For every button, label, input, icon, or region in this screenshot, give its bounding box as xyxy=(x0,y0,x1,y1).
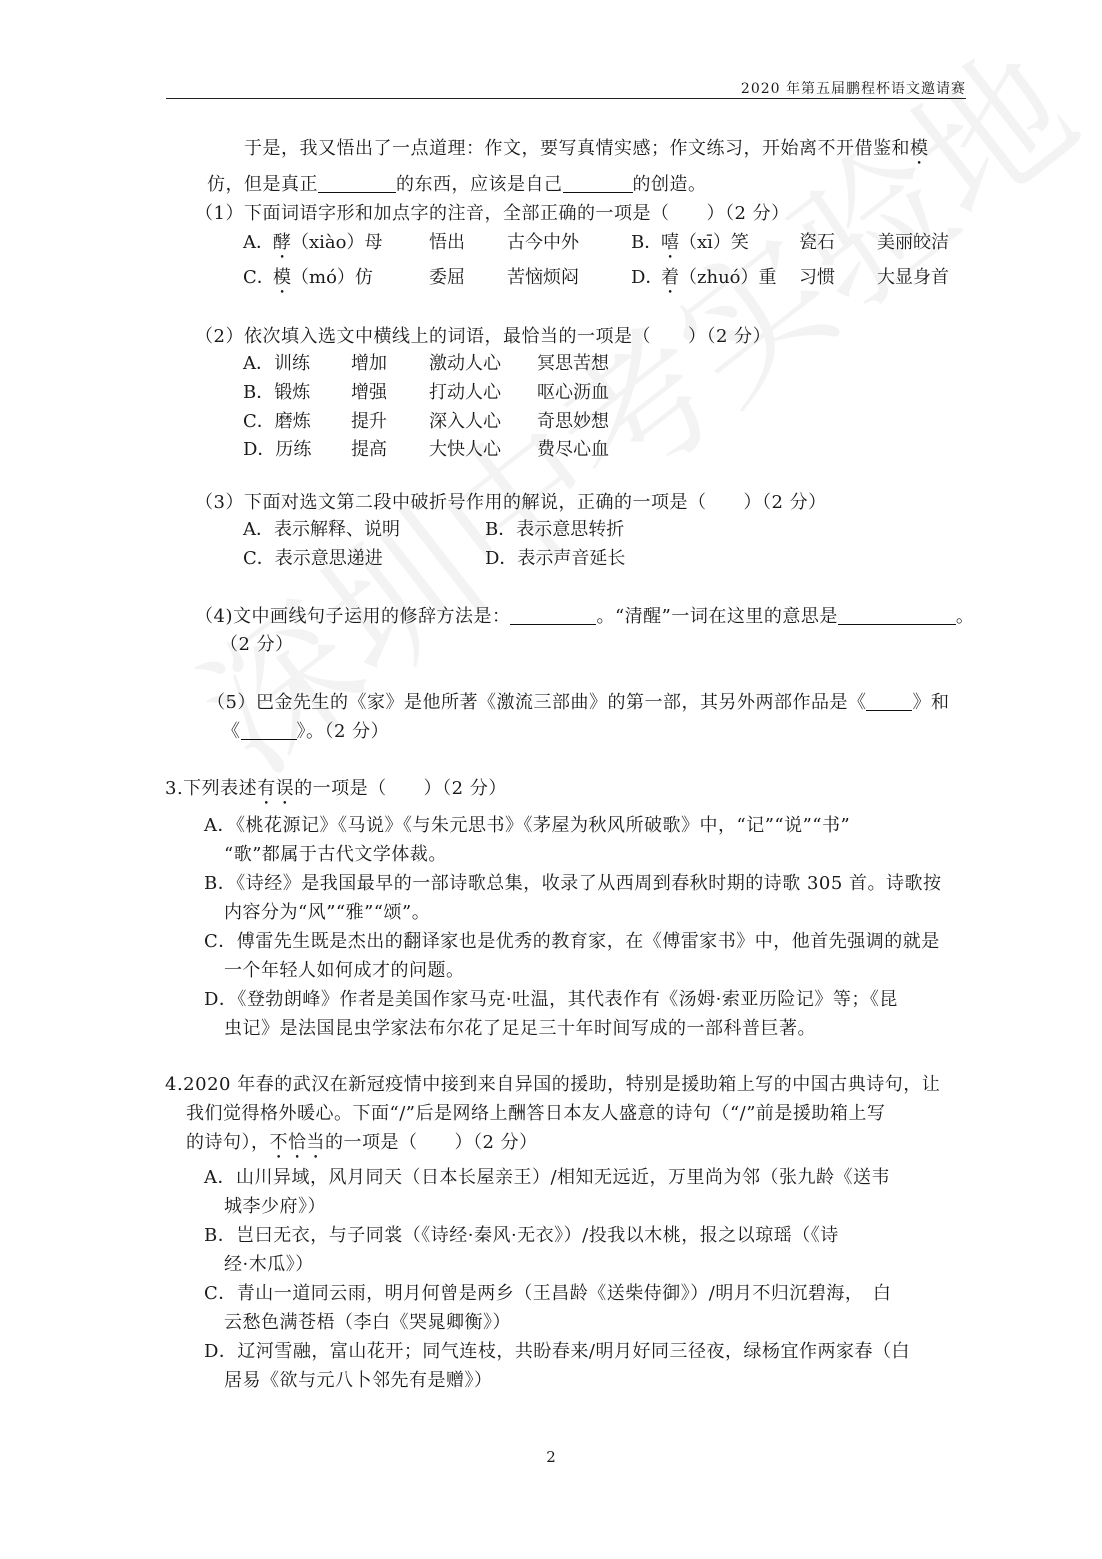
q1-stem: （1）下面词语字形和加点字的注音，全部正确的一项是（ ）（2 分） xyxy=(195,203,790,224)
fill-blank xyxy=(510,606,596,625)
q2-stem: （2）依次填入选文中横线上的词语，最恰当的一项是（ ）（2 分） xyxy=(195,326,772,347)
item3-option-c-line1: C．傅雷先生既是杰出的翻译家也是优秀的教育家，在《傅雷家书》中，他首先强调的就是 xyxy=(204,931,940,952)
fill-blank xyxy=(241,721,297,740)
q5-line-2: 《 》。（2 分） xyxy=(222,721,390,742)
item3-option-b-line2: 内容分为“风”“雅”“颂”。 xyxy=(224,902,431,923)
item4-option-b-line2: 经·木瓜》） xyxy=(224,1254,314,1275)
q4-line: （4)文中画线句子运用的修辞方法是： 。“清醒”一词在这里的意思是 。 xyxy=(195,606,975,627)
q3-options-ab: A．表示解释、说明 B．表示意思转折 xyxy=(243,519,625,540)
q1-option-row-cd: C． 模（mó）仿 委屈 苦恼烦闷 D． 着（zhuó）重 习惯 大显身首 xyxy=(243,265,963,291)
item4-option-d-line2: 居易《欲与元八卜邻先有是赠》） xyxy=(224,1370,493,1391)
item3-stem: 3.下列表述有误的一项是（ ）（2 分） xyxy=(165,778,507,799)
fill-blank xyxy=(563,174,633,193)
header-title: 2020 年第五届鹏程杯语文邀请赛 xyxy=(740,81,966,97)
item4-option-a-line2: 城李少府》） xyxy=(224,1196,326,1217)
emphasis-char: 有误 xyxy=(257,778,295,799)
item4-option-b-line1: B．岂曰无衣，与子同裳（《诗经·秦风·无衣》）/投我以木桃，报之以琼瑶（《诗 xyxy=(204,1225,839,1246)
item3-option-b-line1: B．《诗经》是我国最早的一部诗歌总集，收录了从西周到春秋时期的诗歌 305 首。诗歌按 xyxy=(204,873,942,894)
q2-option-c: C．磨炼 提升 深入人心 奇思妙想 xyxy=(243,411,609,432)
intro-line-1: 于是，我又悟出了一点道理：作文，要写真情实感；作文练习，开始离不开借鉴和模 xyxy=(244,138,929,159)
header-rule xyxy=(166,98,966,99)
q1-option-row-ab: A． 酵（xiào）母 悟出 古今中外 B． 嘻（xī）笑 瓷石 美丽皎洁 xyxy=(243,230,963,256)
fill-blank xyxy=(838,606,956,625)
item3-option-a-line2: “歌”都属于古代文学体裁。 xyxy=(224,844,447,865)
emphasis-char: 着（zhuó）重 xyxy=(661,267,777,288)
item4-option-c-line1: C．青山一道同云雨，明月何曾是两乡（王昌龄《送柴侍御》）/明月不归沉碧海， 白 xyxy=(204,1283,892,1304)
item4-option-c-line2: 云愁色满苍梧（李白《哭晁卿衡》） xyxy=(224,1312,511,1333)
emphasis-char: 模（mó）仿 xyxy=(273,267,373,288)
item3-option-d-line1: D．《登勃朗峰》作者是美国作家马克·吐温，其代表作有《汤姆·索亚历险记》等；《昆 xyxy=(204,989,898,1010)
q3-options-cd: C．表示意思递进 D．表示声音延长 xyxy=(243,548,626,569)
emphasis-char: 酵（xiào）母 xyxy=(273,232,383,253)
item3-option-a-line1: A．《桃花源记》《马说》《与朱元思书》《茅屋为秋风所破歌》中，“记”“说”“书” xyxy=(204,815,851,836)
q3-stem: （3）下面对选文第二段中破折号作用的解说，正确的一项是（ ）（2 分） xyxy=(195,492,827,513)
item4-stem-line3: 的诗句），不恰当的一项是（ ）（2 分） xyxy=(186,1132,538,1153)
q4-score: （2 分） xyxy=(220,634,294,655)
item4-option-d-line1: D．辽河雪融，富山花开；同气连枝，共盼春来/明月好同三径夜，绿杨宜作两家春（白 xyxy=(204,1341,910,1362)
q2-option-d: D．历练 提高 大快人心 费尽心血 xyxy=(243,439,609,460)
item3-option-d-line2: 虫记》是法国昆虫学家法布尔花了足足三十年时间写成的一部科普巨著。 xyxy=(224,1018,816,1039)
emphasis-char: 嘻（xī）笑 xyxy=(661,232,749,253)
fill-blank xyxy=(318,174,396,193)
item4-option-a-line1: A．山川异域，风月同天（日本长屋亲王）/相知无远近，万里尚为邻（张九龄《送韦 xyxy=(204,1167,891,1188)
item3-option-c-line2: 一个年轻人如何成才的问题。 xyxy=(224,960,465,981)
fill-blank xyxy=(866,692,912,711)
item4-stem-line2: 我们觉得格外暖心。下面“/”后是网络上酬答日本友人盛意的诗句（“/”前是援助箱上写 xyxy=(186,1103,886,1124)
page-number: 2 xyxy=(546,1448,556,1466)
q2-option-b: B．锻炼 增强 打动人心 呕心沥血 xyxy=(243,382,609,403)
emphasis-char: 模 xyxy=(910,138,929,159)
item4-stem-line1: 4.2020 年春的武汉在新冠疫情中接到来自异国的援助，特别是援助箱上写的中国古典诗句，让 xyxy=(165,1074,941,1095)
q5-line-1: （5）巴金先生的《家》是他所著《激流三部曲》的第一部，其另外两部作品是《 》和 xyxy=(207,692,950,713)
q2-option-a: A．训练 增加 激动人心 冥思苦想 xyxy=(243,353,609,374)
intro-line-2: 仿，但是真正 的东西，应该是自己 的创造。 xyxy=(207,174,707,195)
emphasis-char: 不恰当 xyxy=(269,1132,325,1153)
